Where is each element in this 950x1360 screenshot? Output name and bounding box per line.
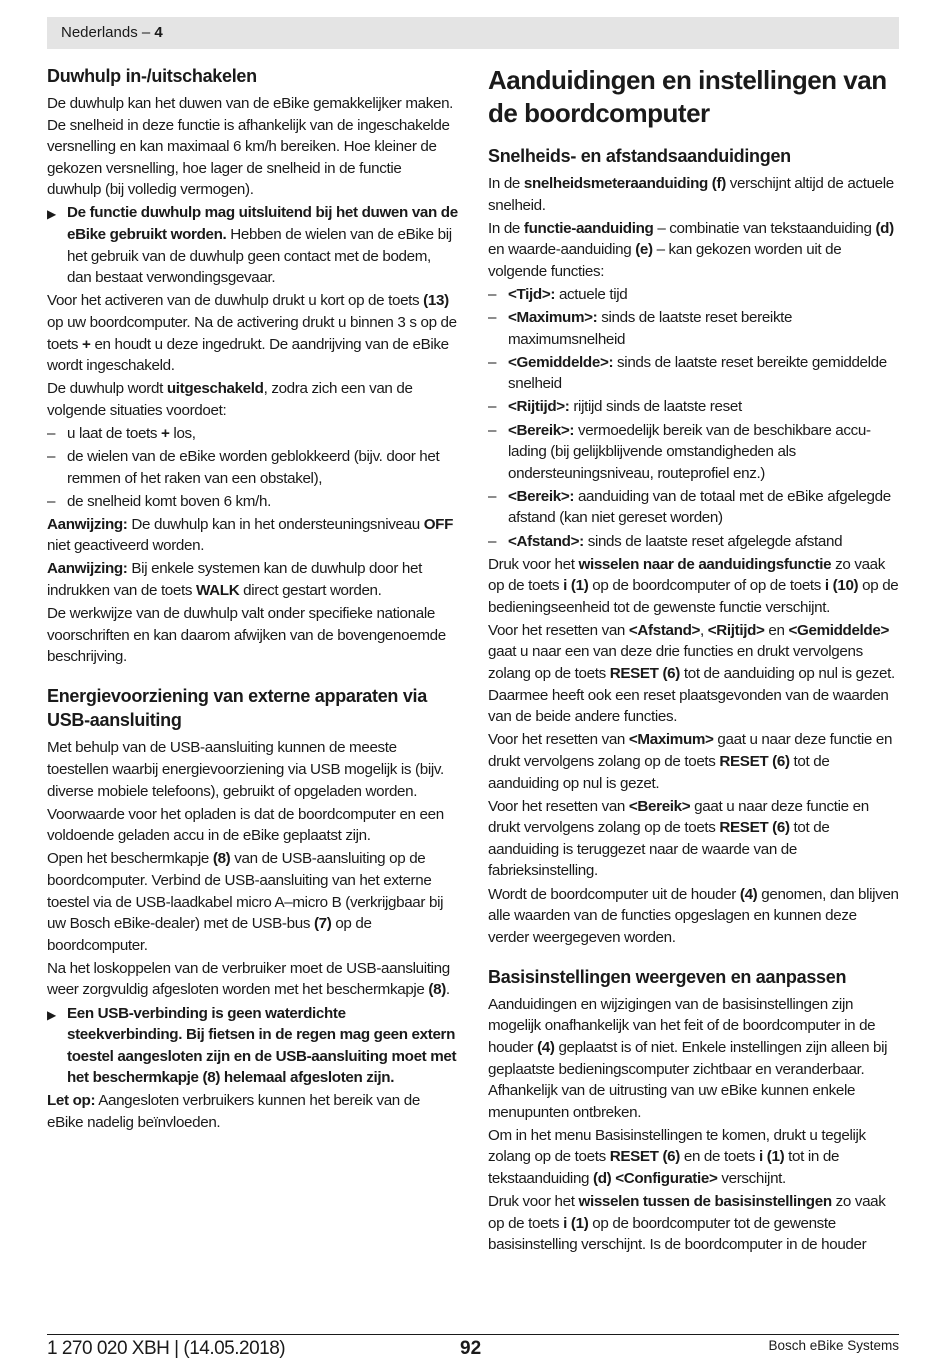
duwhulp-intro: De duwhulp kan het duwen van de eBike gemakkelijker maken. De snelheid in deze functie is afhankelijk van de ingeschakelde versnelling en kan maximaal 6 km/h bereiken. Hoe kleiner de gekozen versnelling, hoe lager de snelheid in de functie duwhulp (bij volledig vermogen).	[47, 95, 454, 199]
duwhulp-activate: Voor het activeren van de duwhulp drukt u kort op de toets (13) op uw boordcomputer. Na de activering drukt u binnen 3 s op de toets + en houdt u deze ingedrukt. De aandrijving van de eBike wordt ingeschakeld.	[47, 292, 457, 375]
header-text	[61, 24, 163, 41]
note-off: Aanwijzing: De duwhulp kan in het ondersteuningsniveau OFF niet geactiveerd worden.	[47, 515, 454, 555]
list-item: – <Rijtijd>: rijtijd sinds de laatste reset	[488, 398, 742, 416]
duwhulp-deactivate: De duwhulp wordt uitgeschakeld, zodra zich een van de volgende situaties voordoet:	[47, 380, 413, 419]
deactivate-list	[47, 423, 459, 512]
function-display: In de functie-aanduiding – combinatie van tekstaanduiding (d) en waarde-aanduiding (e) – kan gekozen worden uit de volgende functies:	[488, 219, 894, 280]
heading-usb: Energievoorziening van externe apparaten via USB-aansluiting	[47, 686, 427, 731]
reset-distance: Voor het resetten van <Afstand>, <Rijtijd> en <Gemiddelde> gaat u naar een van deze drie functies en drukt vervolgens zolang op de toets RESET (6) tot de aanduiding op nul is gezet. Daarmee heeft ook een reset plaatsgevonden van de waarden van de beide andere functies.	[488, 621, 895, 726]
usb-connect: Open het beschermkapje (8) van de USB-aansluiting op de boordcomputer. Verbind de USB-aansluiting van het externe toestel via de USB-laadkabel micro A–micro B (verkrijgbaar bij uw Bosch eBike-dealer) met de USB-bus (7) op de boordcomputer.	[47, 850, 444, 954]
list-item: – <Gemiddelde>: sinds de laatste reset bereikte gemiddelde snelheid	[488, 353, 887, 393]
warning-triangle-icon: ▶	[47, 1007, 56, 1022]
basis-open: Om in het menu Basisinstellingen te komen, drukt u tegelijk zolang op de toets RESET (6) en de toets i (1) tot in de tekstaanduiding (d) <Configuratie> verschijnt.	[488, 1126, 866, 1188]
header-page: 4	[154, 24, 163, 41]
footer-document-code: 1 270 020 XBH | (14.05.2018)	[47, 1338, 286, 1359]
list-item: – <Afstand>: sinds de laatste reset afgelegde afstand	[488, 532, 843, 550]
list-item: – de wielen van de eBike worden geblokkeerd (bijv. door het remmen of het raken van een obstakel),	[47, 448, 440, 487]
heading-basis: Basisinstellingen weergeven en aanpassen	[488, 966, 847, 987]
heading-duwhulp: Duwhulp in-/uitschakelen	[47, 66, 257, 86]
warning-text: De functie duwhulp mag uitsluitend bij het duwen van de eBike gebruikt worden. Hebben de wielen van de eBike bij het gebruik van de duwhulp geen contact met de bodem, dan bestaat verwondingsgevaar.	[67, 204, 458, 287]
left-column	[47, 64, 459, 1135]
footer-page-number: 92	[460, 1338, 482, 1359]
list-item: – <Bereik>: aanduiding van de totaal met de eBike afgelegde afstand (kan niet gereset worden)	[488, 487, 891, 527]
note-walk: Aanwijzing: Bij enkele systemen kan de duwhulp door het indrukken van de toets WALK direct gestart worden.	[47, 560, 422, 600]
usb-condition: Voorwaarde voor het opladen is dat de boordcomputer en een voldoende geladen accu in de eBike geplaatst zijn.	[47, 805, 444, 845]
page-header	[47, 17, 899, 49]
switch-function: Druk voor het wisselen naar de aanduidingsfunctie zo vaak op de toets i (1) op de boordcomputer of op de toets i (10) op de bedieningseenheid tot de gewenste functie verschijnt.	[488, 555, 899, 616]
warning-text: Een USB-verbinding is geen waterdichte steekverbinding. Bij fietsen in de regen mag geen extern toestel aangesloten zijn en de USB-aansluiting moet met het beschermkapje (8) helemaal afgesloten zijn.	[67, 1004, 457, 1087]
list-item: – <Bereik>: vermoedelijk bereik van de beschikbare accu-lading (bij gelijkblijvende omstandigheden als ondersteuningsniveau, routeprofiel enz.)	[488, 421, 871, 482]
note-let-op: Let op: Aangesloten verbruikers kunnen het bereik van de eBike nadelig beïnvloeden.	[47, 1092, 420, 1132]
list-item: – <Tijd>: actuele tijd	[488, 285, 628, 303]
list-item: – <Maximum>: sinds de laatste reset bereikte maximumsnelheid	[488, 309, 793, 348]
list-item: – u laat de toets + los,	[47, 424, 196, 442]
warning-usb	[47, 1003, 459, 1089]
footer-brand: Bosch eBike Systems	[768, 1338, 899, 1353]
list-item: – de snelheid komt boven 6 km/h.	[47, 492, 271, 510]
footer-divider	[47, 1334, 899, 1335]
basis-intro: Aanduidingen en wijzigingen van de basisinstellingen zijn mogelijk onafhankelijk van het feit of de boordcomputer in de houder (4) geplaatst is of niet. Enkele instellingen zijn alleen bij geplaatste bedieningscomputer zichtbaar en veranderbaar. Afhankelijk van de uitrusting van uw eBike kunnen enkele menupunten ontbreken.	[488, 995, 888, 1121]
usb-disconnect: Na het loskoppelen van de verbruiker moet de USB-aansluiting weer zorgvuldig afgesloten worden met het beschermkapje (8).	[47, 959, 450, 999]
reset-range: Voor het resetten van <Bereik> gaat u naar deze functie en drukt vervolgens zolang op de toets RESET (6) tot de aanduiding is teruggezet naar de waarde van de fabrieksinstelling.	[488, 797, 869, 880]
right-column	[488, 64, 900, 1257]
usb-intro: Met behulp van de USB-aansluiting kunnen de meeste toestellen waarbij energievoorziening via USB mogelijk is (bijv. diverse mobiele telefoons), gebruikt of opgeladen worden.	[47, 739, 444, 800]
warning-triangle-icon: ▶	[47, 207, 56, 222]
header-separator: –	[137, 24, 155, 41]
holder-removed: Wordt de boordcomputer uit de houder (4) genomen, dan blijven alle waarden van de functies opgeslagen en kunnen deze verder weergegeven worden.	[488, 885, 899, 946]
header-language: Nederlands	[61, 24, 138, 41]
function-list	[488, 284, 900, 552]
heading-speed: Snelheids- en afstandsaanduidingen	[488, 146, 791, 166]
speed-display: In de snelheidsmeteraanduiding (f) verschijnt altijd de actuele snelheid.	[488, 175, 894, 214]
reset-maximum: Voor het resetten van <Maximum> gaat u naar deze functie en drukt vervolgens zolang op de toets RESET (6) tot de aanduiding op nul is gezet.	[488, 731, 893, 792]
warning-duwhulp	[47, 202, 459, 288]
heading-main: Aanduidingen en instellingen van de boordcomputer	[488, 65, 887, 128]
duwhulp-regulations: De werkwijze van de duwhulp valt onder specifieke nationale voorschriften en kan daarom afwijken van de bovengenoemde beschrijving.	[47, 605, 446, 666]
basis-switch: Druk voor het wisselen tussen de basisinstellingen zo vaak op de toets i (1) op de boordcomputer tot de gewenste basisinstelling verschijnt. Is de boordcomputer in de houder	[488, 1193, 886, 1254]
